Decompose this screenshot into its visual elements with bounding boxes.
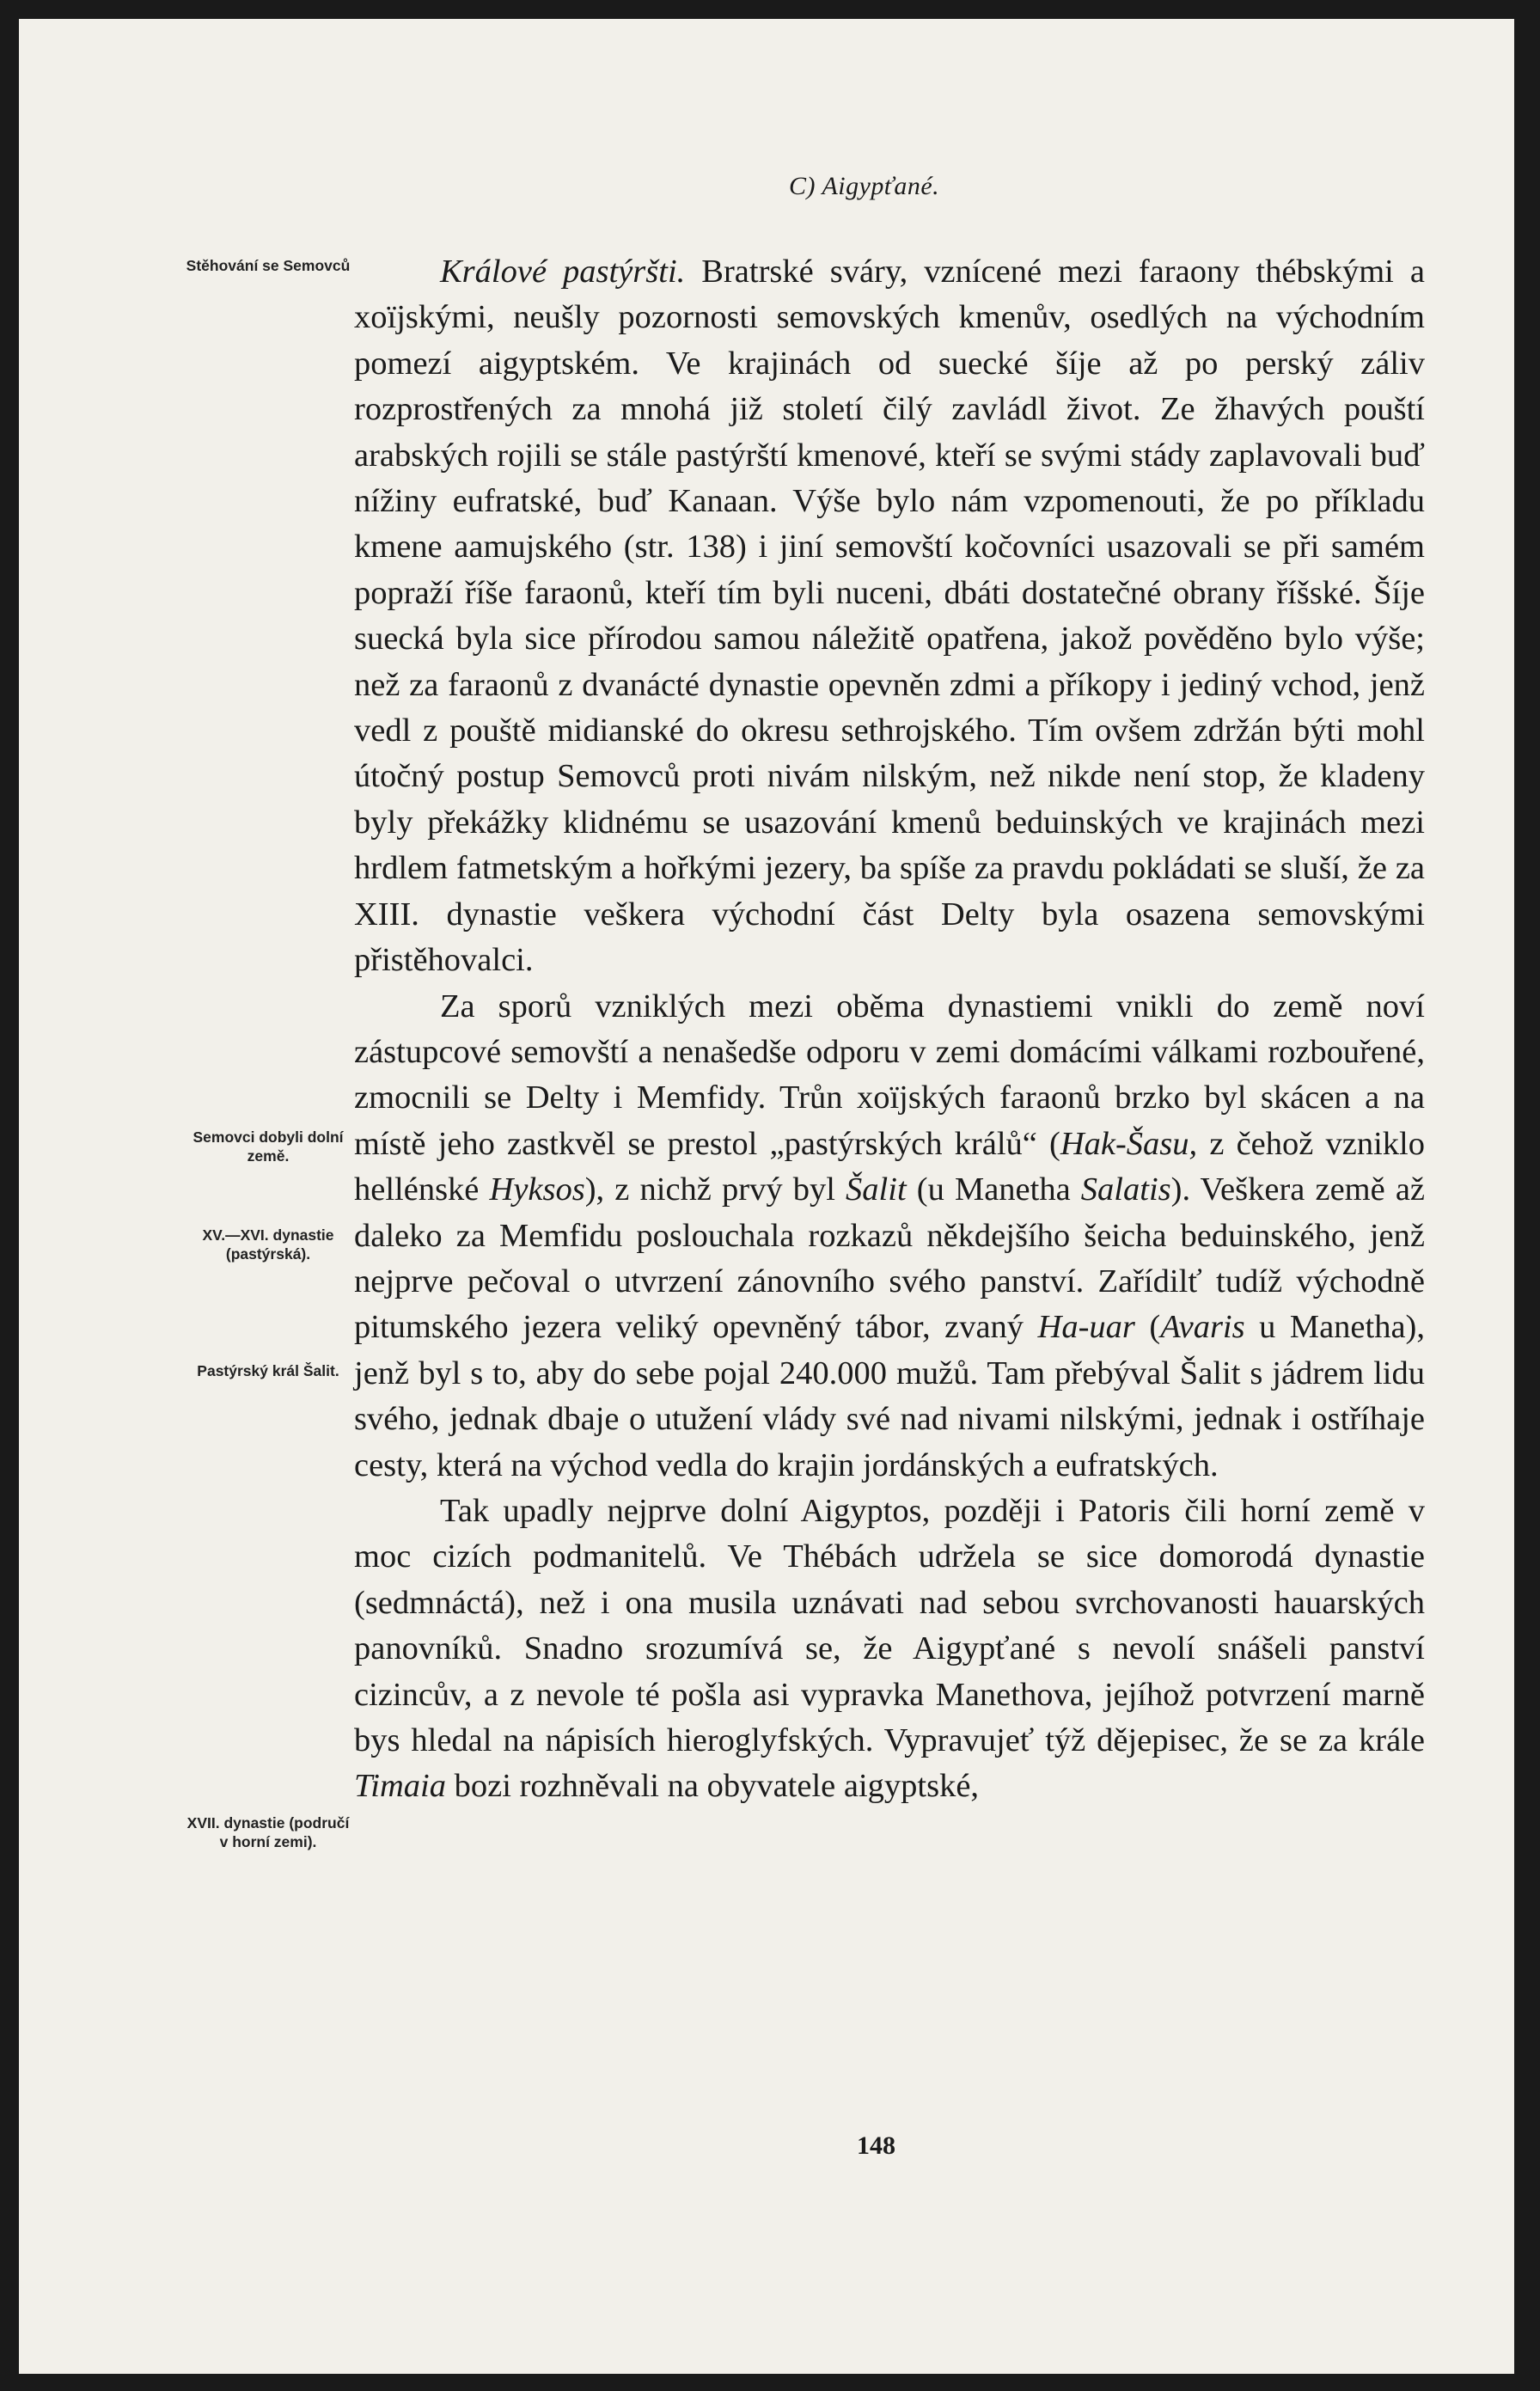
section-heading: Králové pastýršti. <box>440 254 686 290</box>
margin-note-king-salit: Pastýrský král Šalit. <box>197 1362 339 1379</box>
paragraph-3-text-b: bozi rozhněvali na obyvatele aigyptské, <box>445 1768 980 1805</box>
term-timaia: Timaia <box>354 1768 446 1805</box>
paragraph-2-text-a: Za sporů vzniklých mezi oběma dynastiemi vnikli do země noví zástupcové semovští a nenašedše odporu v zemi domácími válkami rozbouřené, zmocnili se Delty i Memfidy. Trůn xoïjských faraonů brzko byl skácen a na místě jeho zastkvěl se prestol „pastýrských králů“ ( <box>354 988 1425 1162</box>
paragraph-2-text-b: z čehož vzniklo hellénské <box>354 1125 1425 1208</box>
paragraph-2-text-g: u Manetha), jenž byl s to, aby do sebe pojal 240.000 mužů. Tam přebýval Šalit s jádrem lidu svého, jednak dbaje o utužení vlády své nad nivami nilskými, jednak i ostříhaje cesty, která na východ vedla do krajin jordánských a eufratských. <box>354 1309 1426 1483</box>
term-ha-uar: Ha-uar <box>1037 1309 1135 1346</box>
margin-note-dynasty-17: XVII. dynastie (područí v horní zemi). <box>186 1814 350 1850</box>
paragraph-2-text-e: ). Veškera země až daleko za Memfidu poslouchala rozkazů někdejšího šeicha beduinského, jenž nejprve pečoval o utvrzení zánovního svého panství. Zařídilť tudíž východně pitumského jezera veliký opevněný tábor, zvaný <box>354 1171 1425 1346</box>
paragraph-2-text-c: ), z nichž prvý byl <box>584 1171 846 1208</box>
margin-note-dynasty-15-16: XV.—XVI. dynastie (pastýrská). <box>202 1226 334 1263</box>
paragraph-2-text-d: (u Manetha <box>906 1171 1081 1208</box>
term-avaris: Avaris <box>1160 1309 1245 1346</box>
running-title: C) Aigypťané. <box>789 172 940 200</box>
margin-note-conquest: Semovci dobyli dolní země. <box>192 1128 344 1165</box>
book-page <box>19 19 1514 2374</box>
paragraph-3-text-a: Tak upadly nejprve dolní Aigyptos, později i Patoris čili horní země v moc cizích podmanitelů. Ve Thébách udržela se sice domorodá dynastie (sedmnáctá), než i ona musila uznávati nad sebou svrchovanosti hauarských panovníků. Snadno srozumívá se, že Aigypťané s nevolí snášeli panství cizincův, a z nevole té pošla asi vypravka Manethova, jejíhož potvrzení marně bys hledal na nápisích hieroglyfských. Vypravujeť týž dějepisec, že se za krále <box>354 1492 1425 1758</box>
term-hyksos: Hyksos <box>489 1171 585 1208</box>
term-salit: Šalit <box>846 1171 907 1208</box>
paragraph-1-text: Bratrské sváry, vznícené mezi faraony thébskými a xoïjskými, neušly pozornosti semovských kmenův, osedlých na východním pomezí aigyptském. Ve krajinách od suecké šíje až po perský záliv rozprostřených za mnohá již století čilý zavládl život. Ze žhavých pouští arabských rojili se stále pastýrští kmenové, kteří se svými stády zaplavovali buď nížiny eufratské, buď Kanaan. Výše bylo nám vzpomenouti, že po příkladu kmene aamujského (str. 138) i jiní semovští kočovníci usazovali se při samém popraží říše faraonů, kteří tím byli nuceni, dbáti dostatečné obrany říšské. Šíje suecká byla sice přírodou samou náležitě opatřena, jakož pověděno bylo výše; než za faraonů z dvanácté dynastie opevněn zdmi a příkopy i jediný vchod, jenž vedl z pouště midianské do okresu sethrojského. Tím ovšem zdržán býti mohl útočný postup Semovců proti nivám nilským, než nikde není stop, že kladeny byly překážky klidnému se usazování kmenů beduinských ve krajinách mezi hrdlem fatmetským a hořkými jezery, ba spíše za pravdu pokládati se sluší, že za XIII. dynastie veškera východní část Delty byla osazena semovskými přistěhovalci. <box>354 254 1425 979</box>
page-number: 148 <box>857 2131 895 2160</box>
paragraph-2 <box>354 984 1425 1489</box>
term-salatis: Salatis <box>1080 1171 1171 1208</box>
paragraph-2-text-f: ( <box>1134 1309 1161 1346</box>
paragraph-1 <box>354 249 1425 984</box>
paragraph-3 <box>354 1489 1425 1810</box>
margin-note-migration: Stěhování se Semovců <box>186 257 351 274</box>
main-text <box>354 249 1425 1810</box>
term-hak-sasu: Hak-Šasu, <box>1060 1125 1198 1162</box>
